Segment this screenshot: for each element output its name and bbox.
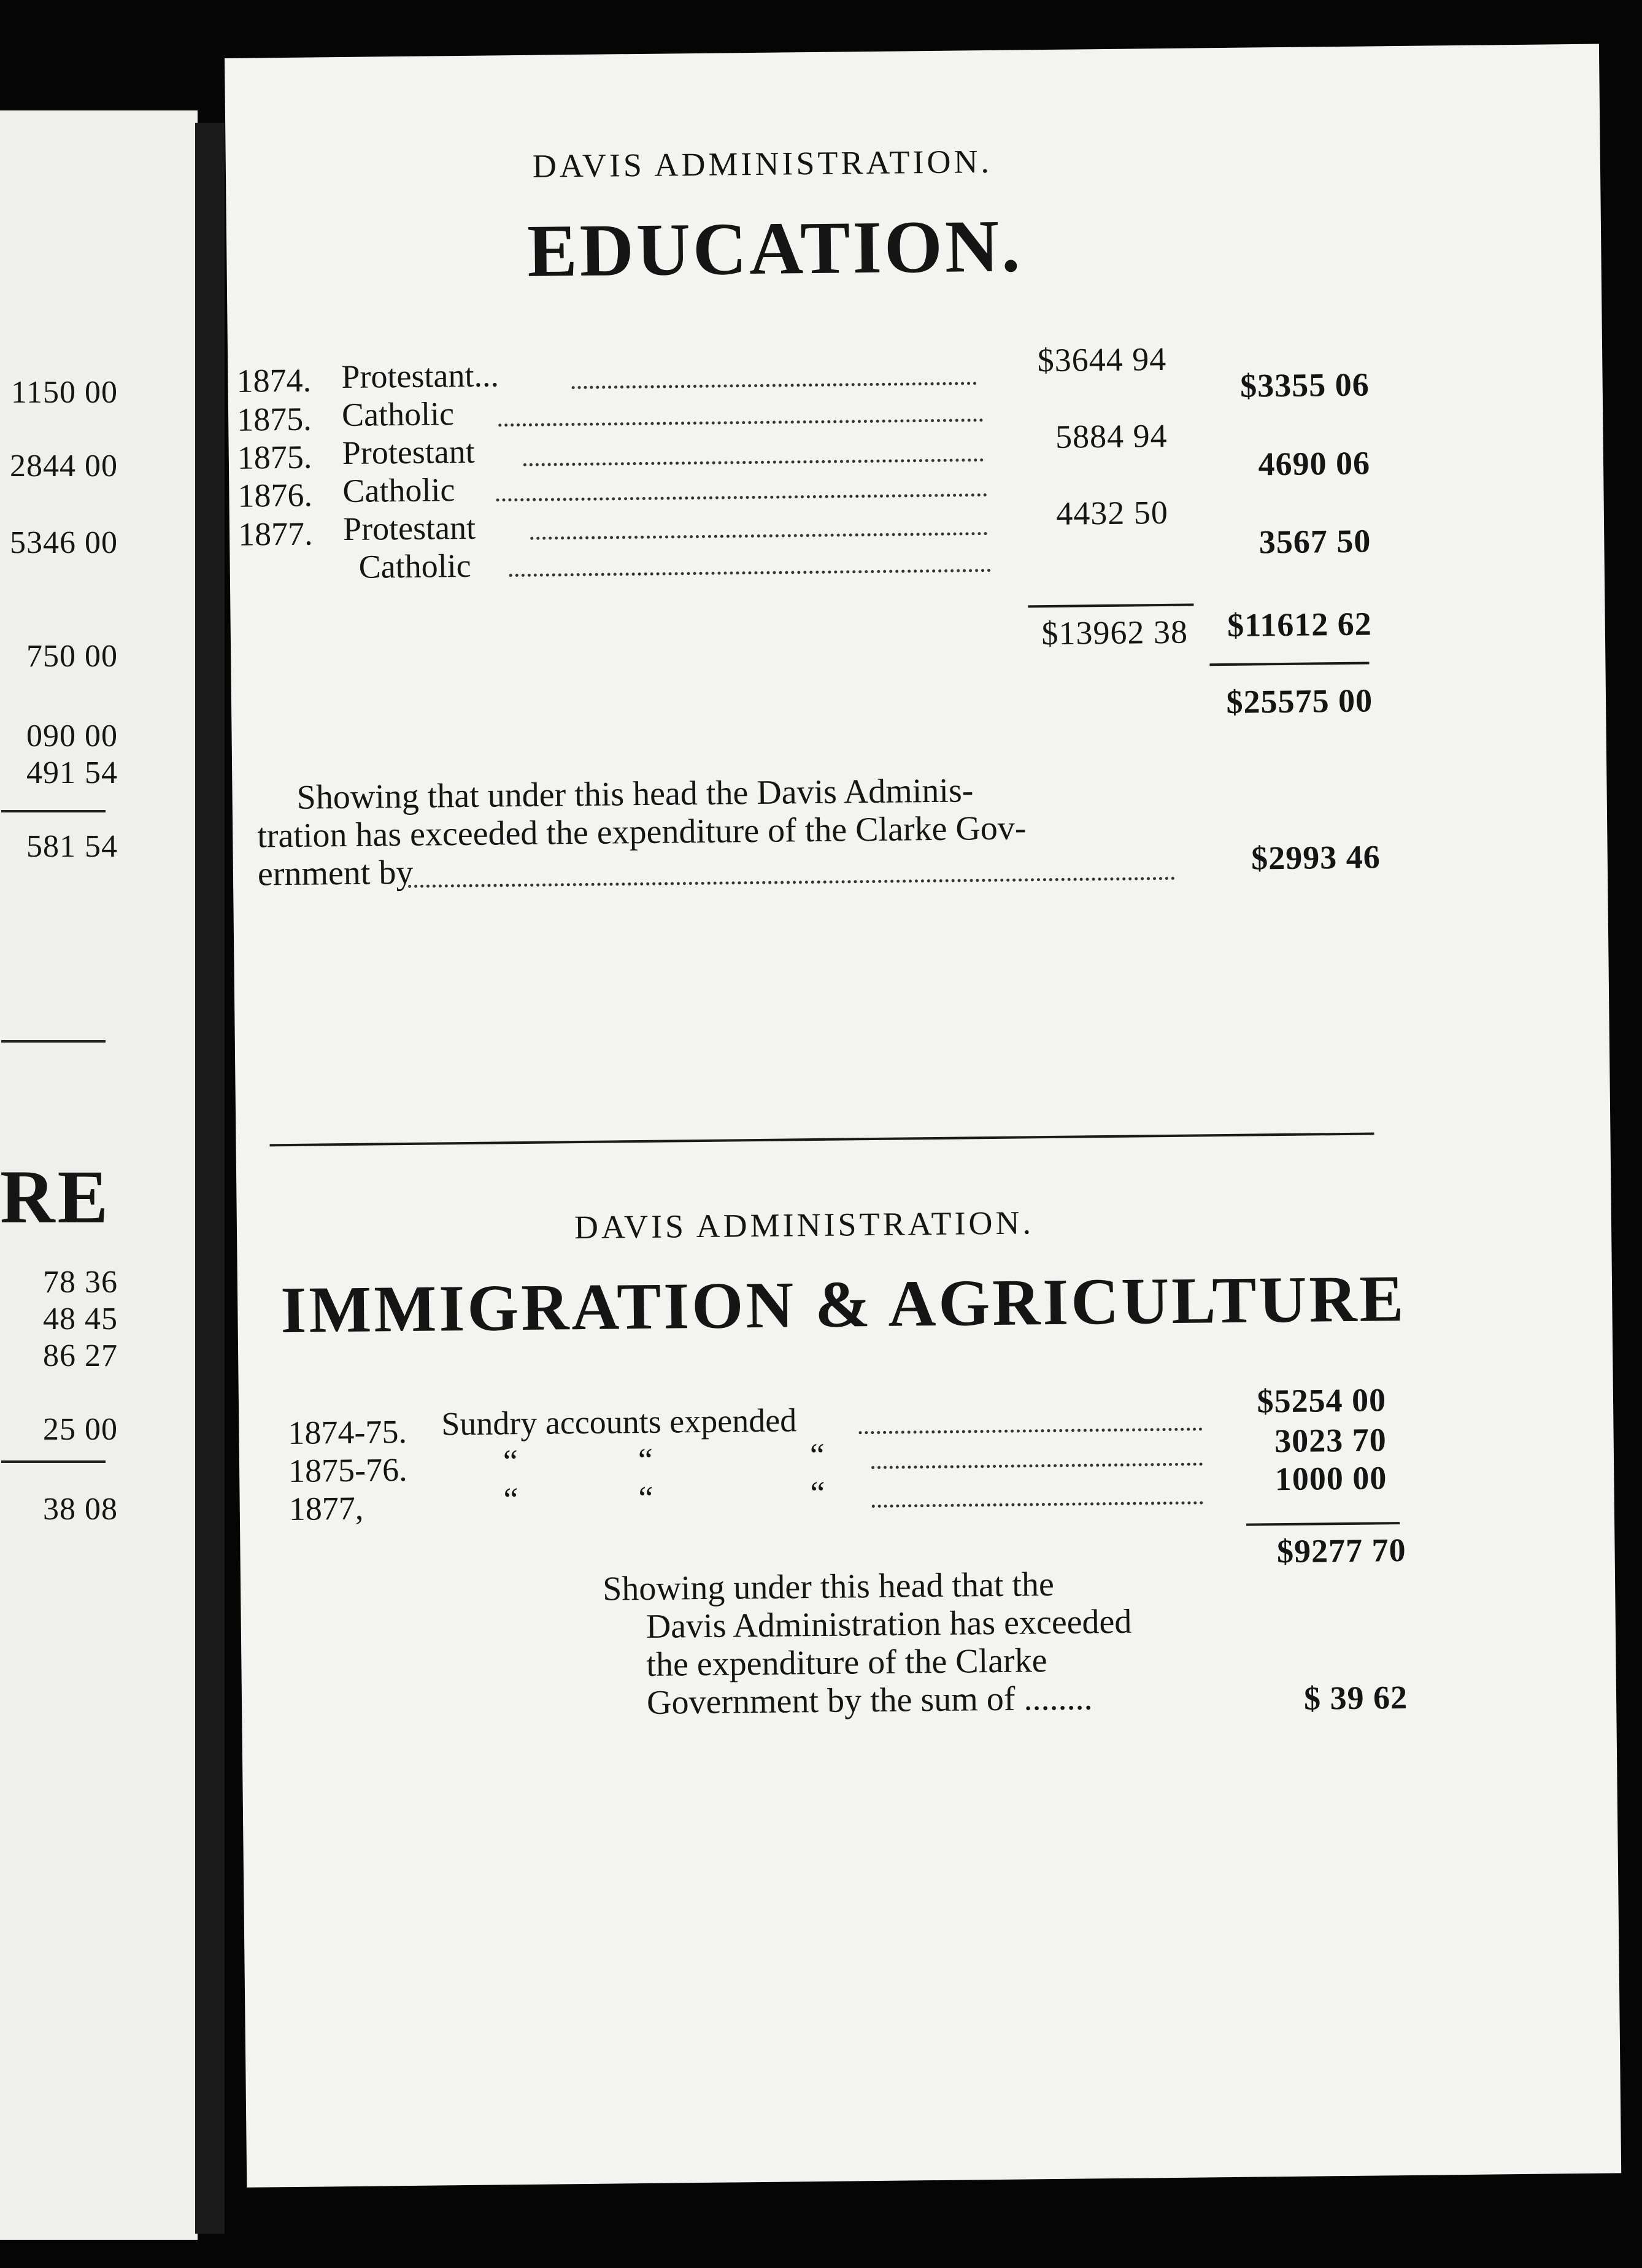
dot-leader — [872, 1501, 1203, 1508]
subtotal-col1: $13962 38 — [1041, 613, 1189, 652]
ditto-mark: “ — [503, 1443, 518, 1480]
row-year: 1875-76. — [288, 1451, 407, 1490]
summary-amount: $2993 46 — [1251, 838, 1381, 877]
grand-total: $25575 00 — [1226, 682, 1373, 720]
row-label: Catholic — [342, 471, 455, 510]
dot-leader — [572, 382, 977, 389]
summary-line: Davis Administration has exceeded — [646, 1602, 1132, 1646]
left-amount: 78 36 — [43, 1265, 118, 1300]
subtotal-rule — [1028, 604, 1193, 608]
left-amount: 5346 00 — [10, 525, 118, 560]
admin-heading: DAVIS ADMINISTRATION. — [574, 1204, 1035, 1246]
summary-line: the expenditure of the Clarke — [646, 1641, 1047, 1684]
left-amount: 86 27 — [43, 1338, 118, 1373]
summary-line: Government by the sum of ........ — [646, 1679, 1093, 1722]
book-spine — [195, 123, 225, 2234]
left-rule — [1, 810, 106, 812]
row-year: 1875. — [236, 400, 312, 438]
row-year: 1874-75. — [288, 1413, 407, 1452]
amount-col1: $3644 94 — [1037, 340, 1167, 379]
dot-leader — [498, 418, 983, 426]
ditto-mark: “ — [638, 1479, 653, 1517]
admin-heading: DAVIS ADMINISTRATION. — [532, 142, 993, 185]
amount-col2: 3567 50 — [1258, 522, 1371, 561]
dot-leader — [871, 1462, 1203, 1469]
summary-line: tration has exceeded the expenditure of the Clarke Gov- — [256, 809, 1027, 855]
ditto-mark: “ — [810, 1474, 825, 1512]
row-year: 1876. — [237, 476, 313, 514]
left-amount: 1150 00 — [10, 375, 118, 410]
left-amount: 25 00 — [43, 1412, 118, 1447]
summary-line: Showing that under this head the Davis Adminis- — [296, 771, 974, 817]
ditto-mark: “ — [503, 1481, 518, 1518]
previous-page-fragment — [0, 110, 198, 2240]
left-amount: 2844 00 — [10, 449, 118, 484]
row-year: 1877. — [237, 515, 313, 553]
dot-leader — [509, 569, 991, 577]
dot-leader — [408, 877, 1175, 888]
row-label: Catholic — [341, 395, 455, 434]
amount: $5254 00 — [1257, 1381, 1387, 1420]
amount: 3023 70 — [1274, 1421, 1387, 1460]
left-amount: 491 54 — [26, 755, 118, 790]
section-divider — [270, 1132, 1374, 1146]
summary-amount: $ 39 62 — [1303, 1678, 1408, 1717]
subtotal-col2: $11612 62 — [1227, 605, 1373, 644]
left-amount: 38 08 — [43, 1492, 118, 1527]
row-year: 1877, — [288, 1489, 364, 1528]
row-label: Catholic — [358, 547, 471, 585]
row-label: Protestant... — [341, 357, 499, 396]
dot-leader — [530, 532, 987, 540]
dot-leader — [523, 458, 984, 466]
summary-line: Showing under this head that the — [602, 1565, 1055, 1608]
amount: 1000 00 — [1274, 1459, 1387, 1498]
row-label: Sundry accounts expended — [441, 1402, 797, 1443]
left-amount: 581 54 — [26, 829, 118, 864]
row-label: Protestant — [342, 509, 476, 548]
row-year: 1875. — [237, 438, 312, 476]
dot-leader — [858, 1427, 1202, 1434]
left-rule — [1, 1040, 106, 1043]
summary-line: ernment by — [257, 853, 414, 893]
row-label: Protestant — [342, 433, 476, 472]
total: $9277 70 — [1276, 1531, 1406, 1570]
section-title-education: EDUCATION. — [526, 204, 1023, 293]
section-title-immigration: IMMIGRATION & AGRICULTURE — [280, 1262, 1407, 1348]
document-page — [225, 44, 1621, 2188]
left-rule — [1, 1460, 106, 1463]
amount-col1: 4432 50 — [1056, 493, 1169, 532]
ditto-mark: “ — [809, 1436, 825, 1474]
ditto-mark: “ — [638, 1441, 653, 1479]
left-amount: 750 00 — [26, 639, 118, 674]
row-year: 1874. — [236, 361, 312, 399]
amount-col2: 4690 06 — [1258, 444, 1371, 483]
total-rule — [1209, 662, 1369, 666]
dot-leader — [496, 493, 987, 501]
amount-col2: $3355 06 — [1239, 366, 1370, 404]
total-rule — [1246, 1522, 1400, 1526]
left-heading-fragment: RE — [0, 1155, 111, 1239]
amount-col1: 5884 94 — [1055, 417, 1168, 455]
left-amount: 090 00 — [26, 719, 118, 754]
left-amount: 48 45 — [43, 1302, 118, 1336]
